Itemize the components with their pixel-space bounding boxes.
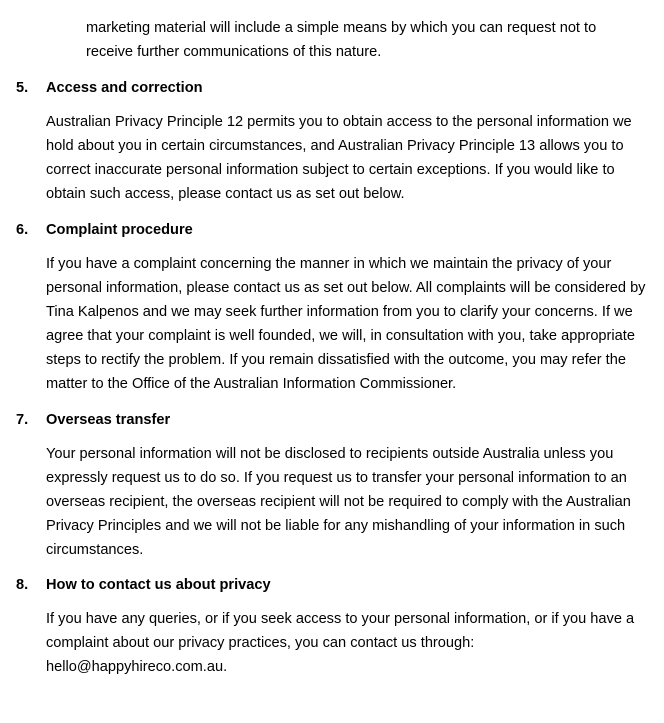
section-number: 5. bbox=[16, 80, 29, 96]
section-title: How to contact us about privacy bbox=[46, 577, 271, 593]
section-body: Your personal information will not be disclosed to recipients outside Australia unless you expressly request us to do so. If you request us to transfer your personal information to an overseas recipient, the overseas recipient will not be required to comply with the Australian Privacy Principles and we will not be liable for any mishandling of your information in such circumstances. bbox=[46, 446, 631, 558]
section-number: 8. bbox=[16, 577, 29, 593]
continuation-paragraph: marketing material will include a simple means by which you can request not to receive further communications of this nature. bbox=[86, 20, 597, 60]
section-number: 6. bbox=[16, 222, 29, 238]
section-body: If you have any queries, or if you seek access to your personal information, or if you have a complaint about our privacy practices, you can contact us through: hello@happyhireco.com.au. bbox=[46, 611, 635, 675]
section-body: Australian Privacy Principle 12 permits you to obtain access to the personal information we hold about you in certain circumstances, and Australian Privacy Principle 13 allows you to correct inaccurate personal information subject to certain exceptions. If you would like to obtain such access, please contact us as set out below. bbox=[46, 114, 632, 202]
section-number: 7. bbox=[16, 412, 29, 428]
section-body: If you have a complaint concerning the manner in which we maintain the privacy of your personal information, please contact us as set out below. All complaints will be considered by Tina Kalpenos and we may seek further information from you to clarify your concerns. If we agree that your complaint is well founded, we will, in consultation with you, take appropriate steps to rectify the problem. If you remain dissatisfied with the outcome, you may refer the matter to the Office of the Australian Information Commissioner. bbox=[46, 256, 646, 392]
section-title: Complaint procedure bbox=[46, 222, 193, 238]
section-title: Overseas transfer bbox=[46, 412, 171, 428]
section-title: Access and correction bbox=[46, 80, 203, 96]
